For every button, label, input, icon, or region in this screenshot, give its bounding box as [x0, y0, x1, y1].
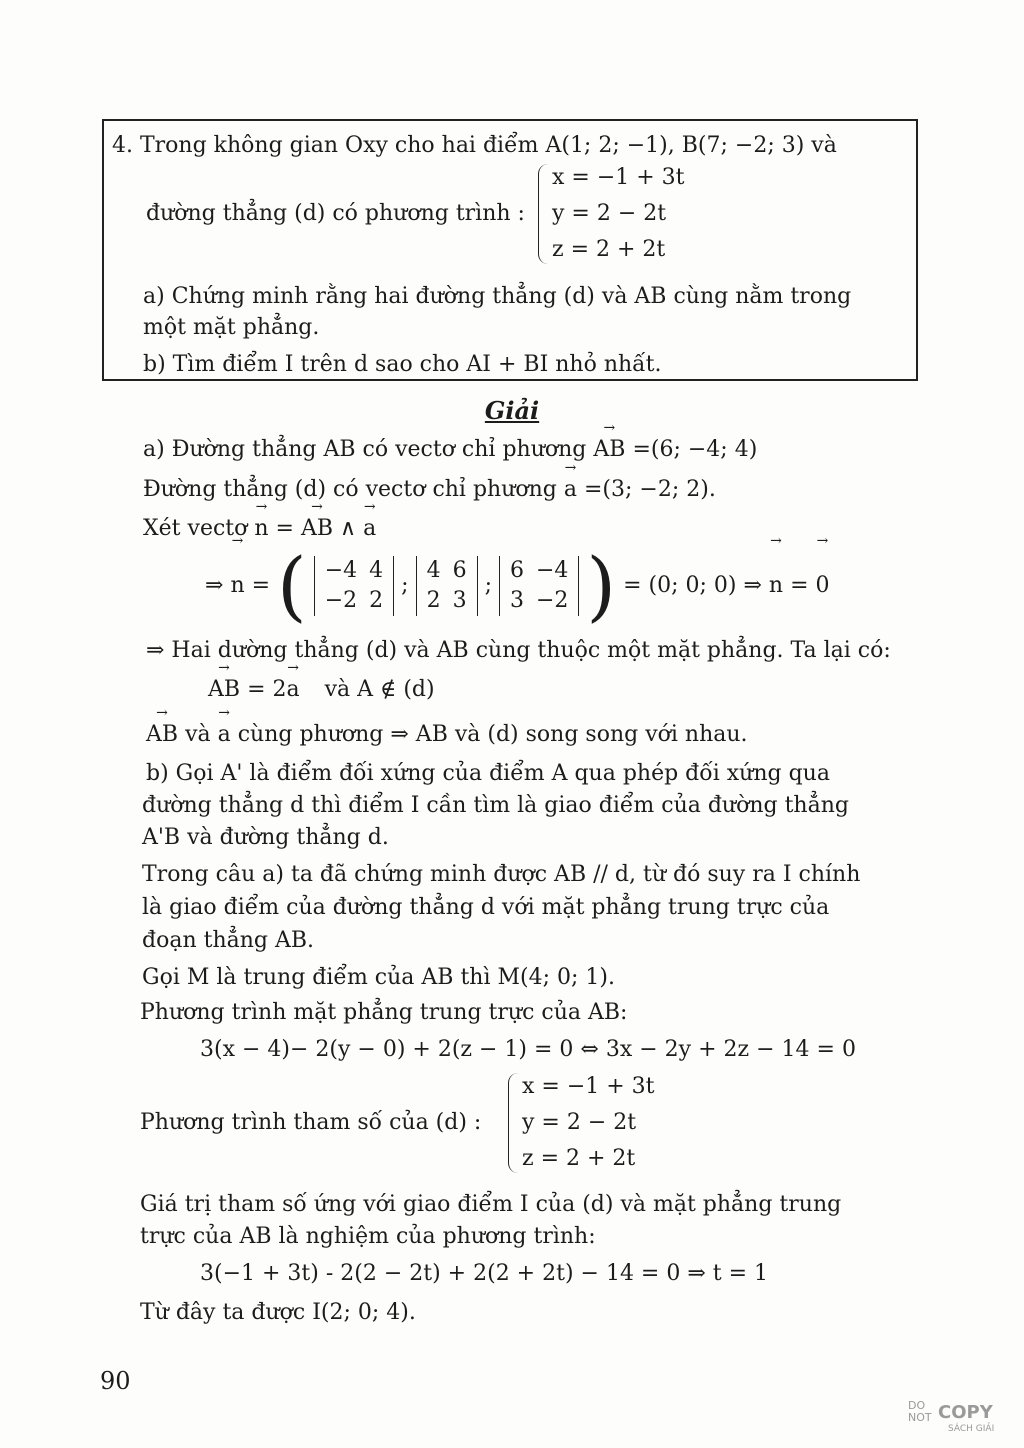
- vector-a: → a: [218, 720, 231, 750]
- l1-text: a) Đường thẳng AB có vectơ chỉ phương: [143, 437, 587, 462]
- solution-title: Giải: [484, 396, 540, 425]
- det-separator: ;: [484, 573, 492, 598]
- zero-vector: → 0: [816, 548, 830, 624]
- vector-ab: → AB: [146, 720, 178, 750]
- midplane-equation: 3(x − 4)− 2(y − 0) + 2(z − 1) = 0 ⇔ 3x − 2y + 2z − 14 = 0: [200, 1037, 856, 1062]
- solution-line-12: là giao điểm của đường thẳng d với mặt phẳng trung trực của: [142, 895, 830, 920]
- vector-n: → n: [230, 548, 244, 624]
- system2-eq-x: x = −1 + 3t: [522, 1074, 655, 1099]
- l2-text: Đường thẳng (d) có vectơ chỉ phương: [143, 477, 557, 502]
- right-paren: ): [586, 541, 617, 630]
- solution-line-9: đường thẳng d thì điểm I cần tìm là giao điểm của đường thẳng: [142, 793, 849, 818]
- vector-a: → a: [287, 675, 300, 705]
- solution-line-18: Giá trị tham số ứng với giao điểm I của (d) và mặt phẳng trung: [140, 1192, 842, 1217]
- l2-value: =(3; −2; 2).: [584, 477, 716, 502]
- determinant-2: 4 6 2 3: [416, 556, 478, 616]
- solution-line-3: [143, 514, 376, 544]
- l1-value: =(6; −4; 4): [632, 437, 758, 462]
- solution-line-17: Phương trình tham số của (d) :: [140, 1110, 482, 1135]
- system2-eq-y: y = 2 − 2t: [522, 1110, 637, 1135]
- vector-a: → a: [363, 514, 376, 544]
- part-a-line-2: một mặt phẳng.: [143, 315, 320, 340]
- solution-line-1: [143, 435, 757, 465]
- vector-a: → a: [564, 475, 577, 505]
- vector-ab: → AB: [593, 435, 625, 465]
- solution-equation-t: 3(−1 + 3t) - 2(2 − 2t) + 2(2 + 2t) − 14 = 0 ⇒ t = 1: [200, 1261, 769, 1286]
- system-eq-x: x = −1 + 3t: [552, 165, 685, 190]
- problem-equation-system: [538, 160, 698, 268]
- solution-line-21: Từ đây ta được I(2; 0; 4).: [140, 1300, 416, 1325]
- det-eq: =: [251, 573, 271, 598]
- det-separator: ;: [401, 573, 409, 598]
- solution-line-2: [143, 475, 716, 505]
- solution-line-11: Trong câu a) ta đã chứng minh được AB // d, từ đó suy ra I chính: [142, 862, 861, 887]
- part-b-line: b) Tìm điểm I trên d sao cho AI + BI nhỏ nhất.: [143, 352, 662, 377]
- solution-line-5: ⇒ Hai dường thẳng (d) và AB cùng thuộc một mặt phẳng. Ta lại có:: [146, 638, 891, 663]
- solution-line-6: [208, 675, 435, 705]
- problem-line-2: đường thẳng (d) có phương trình :: [146, 201, 525, 226]
- system-eq-z: z = 2 + 2t: [552, 237, 666, 262]
- solution-line-10: A'B và đường thẳng d.: [142, 825, 389, 850]
- vector-ab: → AB: [208, 675, 240, 705]
- vector-n: → n: [254, 514, 268, 544]
- page-number: 90: [100, 1367, 131, 1395]
- left-paren: (: [277, 541, 307, 630]
- l6-post: và A ∉ (d): [324, 677, 435, 702]
- det-result: = (0; 0; 0) ⇒: [623, 573, 762, 598]
- system2-eq-z: z = 2 + 2t: [522, 1146, 636, 1171]
- determinant-1: −4 4 −2 2: [314, 556, 394, 616]
- l3-text: Xét vectơ: [143, 516, 248, 541]
- det-eq2: =: [790, 573, 809, 598]
- determinant-line: [205, 541, 830, 630]
- l6-mid: = 2: [247, 677, 287, 702]
- part-a-line-1: a) Chứng minh rằng hai đường thẳng (d) và AB cùng nằm trong: [143, 284, 852, 309]
- problem-line-1: 4. Trong không gian Oxy cho hai điểm A(1; 2; −1), B(7; −2; 3) và: [112, 133, 837, 158]
- wedge-symbol: ∧: [340, 516, 357, 541]
- l7-post: cùng phương ⇒ AB và (d) song song với nhau.: [237, 722, 748, 747]
- solution-line-15: Phương trình mặt phẳng trung trực của AB:: [140, 1000, 628, 1025]
- solution-line-19: trực của AB là nghiệm của phương trình:: [140, 1224, 596, 1249]
- system-eq-y: y = 2 − 2t: [552, 201, 667, 226]
- l7-va: và: [185, 722, 211, 747]
- solution-line-8: b) Gọi A' là điểm đối xứng của điểm A qua phép đối xứng qua: [146, 761, 830, 786]
- vector-ab: → AB: [301, 514, 333, 544]
- solution-line-14: Gọi M là trung điểm của AB thì M(4; 0; 1).: [142, 965, 615, 990]
- vector-n: → n: [769, 548, 783, 624]
- parametric-equation-system: [508, 1069, 668, 1177]
- determinant-3: 6 −4 3 −2: [499, 556, 579, 616]
- implies-symbol: ⇒: [205, 573, 224, 598]
- solution-line-13: đoạn thẳng AB.: [142, 928, 315, 953]
- solution-line-7: [146, 720, 748, 750]
- l3-eq: =: [275, 516, 294, 541]
- watermark-logo: DO NOT COPY SÁCH GIẢI: [908, 1399, 995, 1434]
